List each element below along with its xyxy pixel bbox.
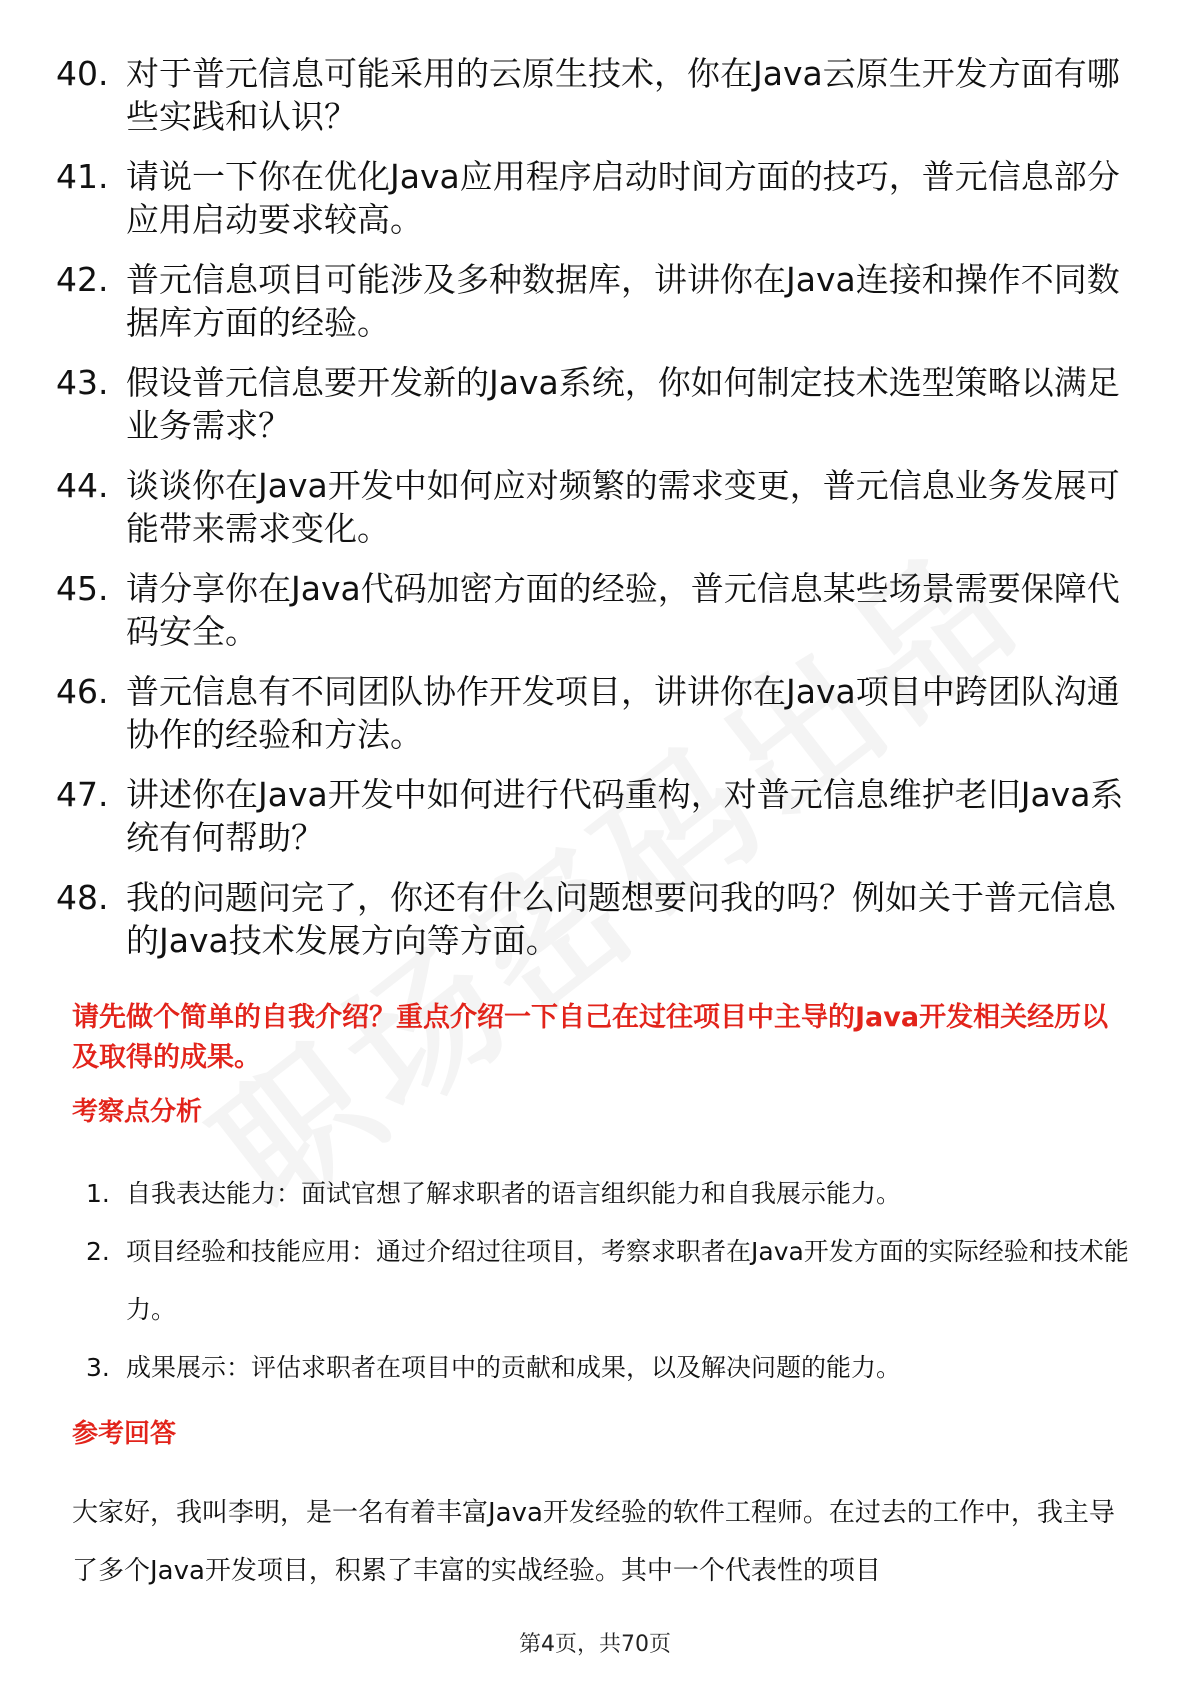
question-number: 43.	[56, 363, 109, 402]
question-item	[56, 361, 1136, 447]
answer-title: 参考回答	[72, 1419, 177, 1449]
question-item	[56, 258, 1136, 344]
question-number: 40.	[56, 54, 109, 93]
question-item	[56, 670, 1136, 756]
question-number: 48.	[56, 878, 109, 917]
analysis-title: 考察点分析	[72, 1097, 203, 1127]
analysis-point	[86, 1165, 1136, 1223]
question-text: 假设普元信息要开发新的Java系统，你如何制定技术选型策略以满足业务需求？	[126, 363, 1120, 445]
analysis-point	[86, 1339, 1136, 1397]
featured-question-heading: 请先做个简单的自我介绍？重点介绍一下自己在过往项目中主导的Java开发相关经历以及取得的成果。	[72, 1002, 1109, 1073]
question-text: 对于普元信息可能采用的云原生技术，你在Java云原生开发方面有哪些实践和认识？	[126, 54, 1120, 136]
question-text: 请分享你在Java代码加密方面的经验，普元信息某些场景需要保障代码安全。	[126, 569, 1120, 651]
point-number: 2.	[86, 1237, 110, 1266]
question-text: 讲述你在Java开发中如何进行代码重构，对普元信息维护老旧Java系统有何帮助？	[126, 775, 1124, 857]
point-text: 自我表达能力：面试官想了解求职者的语言组织能力和自我展示能力。	[126, 1179, 902, 1208]
question-text: 谈谈你在Java开发中如何应对频繁的需求变更，普元信息业务发展可能带来需求变化。	[126, 466, 1120, 548]
question-number: 44.	[56, 466, 109, 505]
question-number: 41.	[56, 157, 109, 196]
question-item	[56, 52, 1136, 138]
page-footer: 第4页，共70页	[519, 1632, 671, 1657]
point-number: 3.	[86, 1353, 110, 1382]
question-item	[56, 464, 1136, 550]
question-list	[56, 52, 1136, 979]
analysis-point	[86, 1223, 1136, 1339]
point-number: 1.	[86, 1179, 110, 1208]
question-text: 普元信息项目可能涉及多种数据库，讲讲你在Java连接和操作不同数据库方面的经验。	[126, 260, 1120, 342]
point-text: 成果展示：评估求职者在项目中的贡献和成果，以及解决问题的能力。	[126, 1353, 902, 1382]
question-number: 42.	[56, 260, 109, 299]
question-text: 请说一下你在优化Java应用程序启动时间方面的技巧，普元信息部分应用启动要求较高。	[126, 157, 1120, 239]
question-item	[56, 155, 1136, 241]
question-item	[56, 773, 1136, 859]
question-text: 我的问题问完了，你还有什么问题想要问我的吗？例如关于普元信息的Java技术发展方向等方面。	[126, 878, 1116, 960]
question-number: 47.	[56, 775, 109, 814]
answer-body: 大家好，我叫李明，是一名有着丰富Java开发经验的软件工程师。在过去的工作中，我主导了多个Java开发项目，积累了丰富的实战经验。其中一个代表性的项目	[72, 1498, 1115, 1586]
question-item	[56, 567, 1136, 653]
question-number: 45.	[56, 569, 109, 608]
analysis-points	[86, 1165, 1136, 1397]
point-text: 项目经验和技能应用：通过介绍过往项目，考察求职者在Java开发方面的实际经验和技术能力。	[126, 1237, 1129, 1324]
question-text: 普元信息有不同团队协作开发项目，讲讲你在Java项目中跨团队沟通协作的经验和方法。	[126, 672, 1120, 754]
question-number: 46.	[56, 672, 109, 711]
question-item	[56, 876, 1136, 962]
